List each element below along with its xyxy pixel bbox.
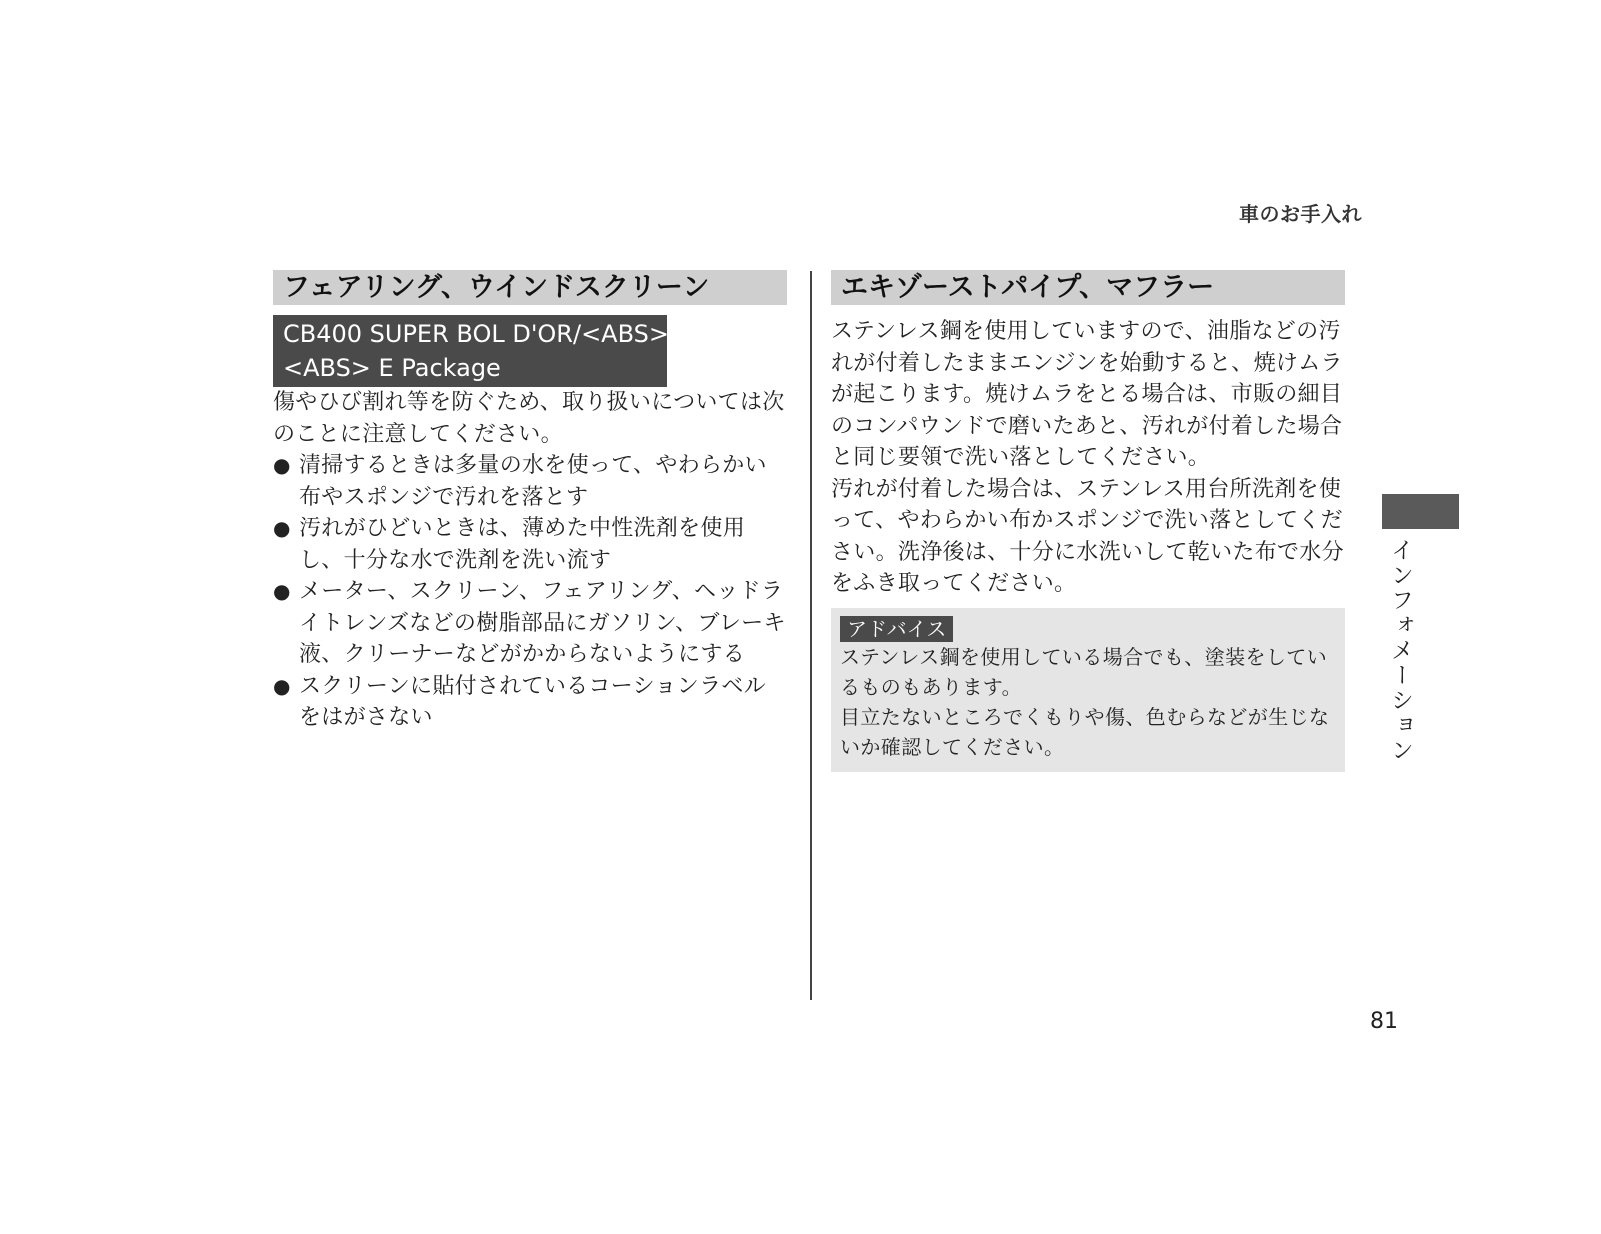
list-item-text: 汚れがひどいときは、薄めた中性洗剤を使用し、十分な水で洗剤を洗い流す xyxy=(299,516,746,573)
column-divider xyxy=(810,271,812,1000)
chapter-side-tab xyxy=(1382,494,1459,529)
right-column xyxy=(831,270,1345,772)
exhaust-section-heading: エキゾーストパイプ、マフラー xyxy=(831,270,1345,305)
page-number: 81 xyxy=(1370,1009,1398,1034)
fairing-care-list xyxy=(273,450,787,734)
advice-box xyxy=(831,608,1345,772)
left-column xyxy=(273,270,787,734)
list-item xyxy=(273,671,787,734)
list-item xyxy=(273,513,787,576)
exhaust-paragraph-2: 汚れが付着した場合は、ステンレス用台所洗剤を使って、やわらかい布かスポンジで洗い落としてください。洗浄後は、十分に水洗いして乾いた布で水分をふき取ってください。 xyxy=(831,476,1344,596)
advice-tag: アドバイス xyxy=(840,616,953,642)
page-header-title: 車のお手入れ xyxy=(1239,202,1362,226)
advice-text-2: 目立たないところでくもりや傷、色むらなどが生じないか確認してください。 xyxy=(840,704,1330,759)
list-item-text: 清掃するときは多量の水を使って、やわらかい布やスポンジで汚れを落とす xyxy=(299,453,767,510)
chapter-side-label: インフォメーション xyxy=(1387,538,1413,763)
bullet-icon: ● xyxy=(273,453,291,477)
list-item-text: スクリーンに貼付されているコーションラベルをはがさない xyxy=(299,673,766,730)
bullet-icon: ● xyxy=(273,516,291,540)
list-item xyxy=(273,576,787,671)
advice-text-1: ステンレス鋼を使用している場合でも、塗装をしているものもあります。 xyxy=(840,644,1328,699)
model-line-2: <ABS> E Package xyxy=(283,354,501,382)
fairing-section-heading: フェアリング、ウインドスクリーン xyxy=(273,270,787,305)
fairing-intro-text: 傷やひび割れ等を防ぐため、取り扱いについては次のことに注意してください。 xyxy=(273,390,785,447)
model-applicability-box xyxy=(273,315,678,387)
list-item xyxy=(273,450,787,513)
bullet-icon: ● xyxy=(273,579,291,603)
list-item-text: メーター、スクリーン、フェアリング、ヘッドライトレンズなどの樹脂部品にガソリン、ブレーキ液、クリーナーなどがかからないようにする xyxy=(299,579,786,667)
model-line-1: CB400 SUPER BOL D'OR/<ABS>/ xyxy=(283,320,678,348)
exhaust-paragraph-1: ステンレス鋼を使用していますので、油脂などの汚れが付着したままエンジンを始動すると、焼けムラが起こります。焼けムラをとる場合は、市販の細目のコンパウンドで磨いたあと、汚れが付着した場合と同じ要領で洗い落としてください。 xyxy=(831,319,1343,470)
bullet-icon: ● xyxy=(273,673,291,698)
